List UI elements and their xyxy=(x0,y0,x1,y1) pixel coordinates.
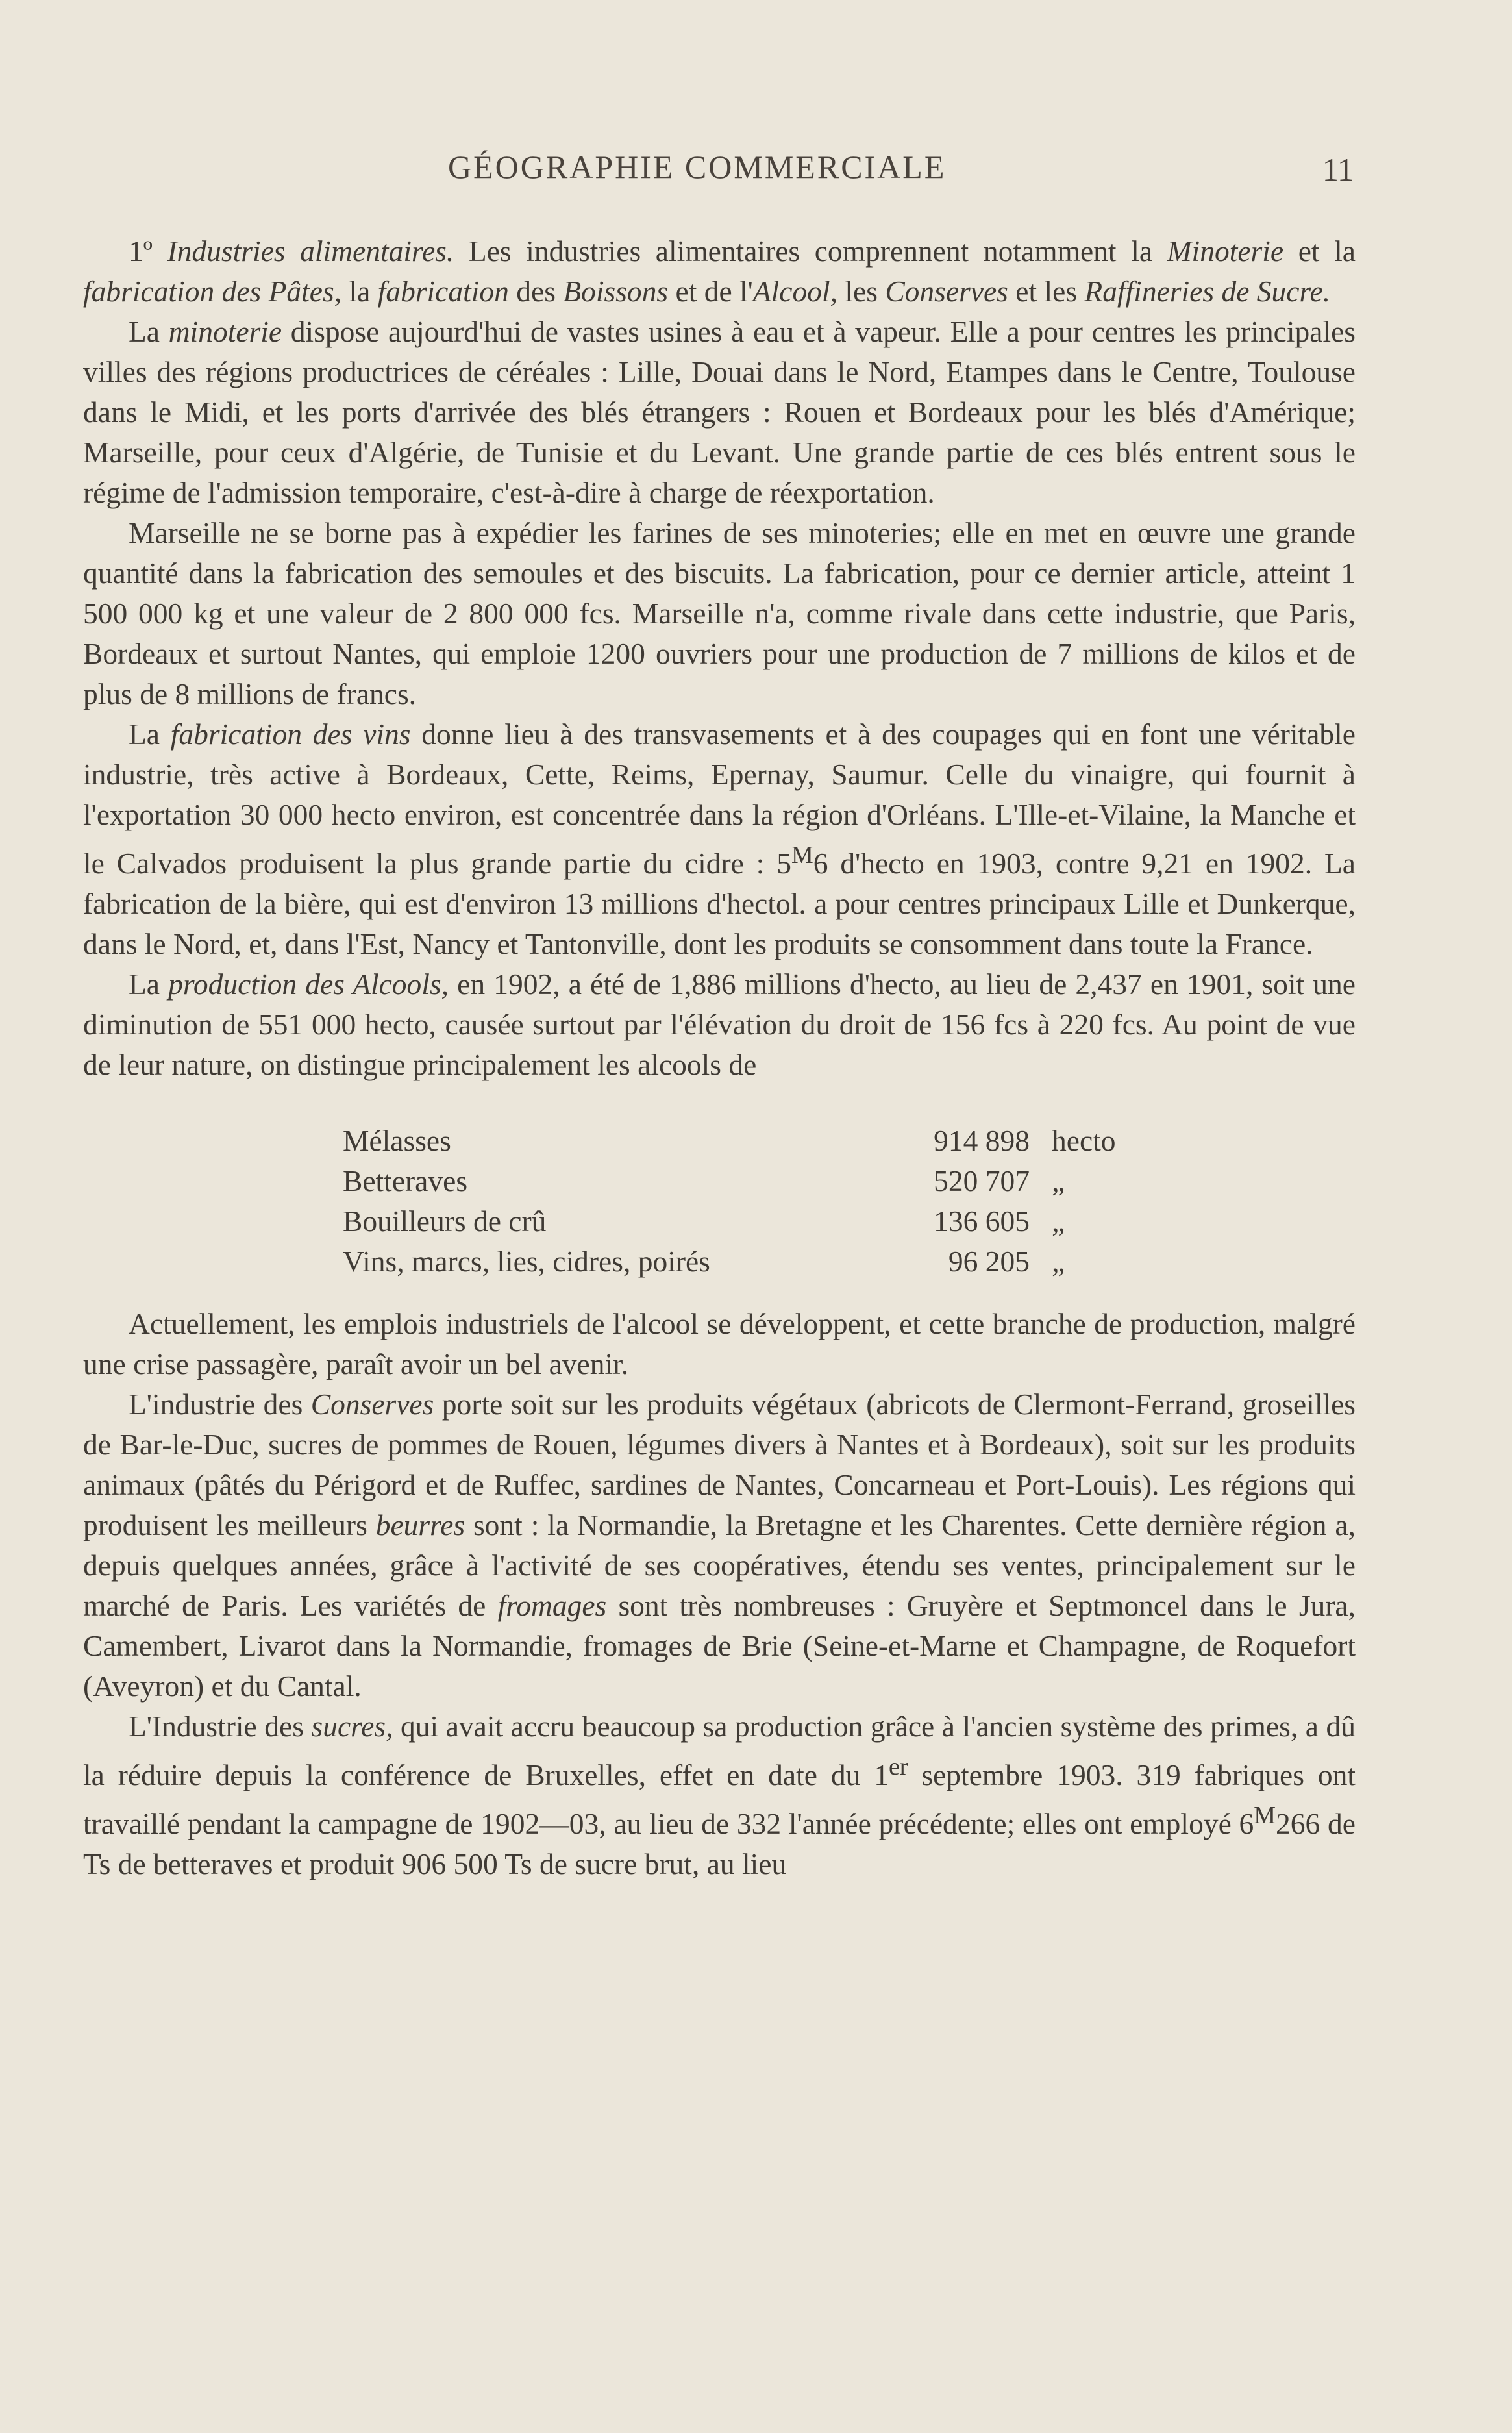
alcohol-table xyxy=(343,1121,1167,1282)
paragraph-marseille: Marseille ne se borne pas à expédier les farines de ses minoteries; elle en met en œuvre une grande quantité dans la fabrication des semoules et des biscuits. La fabrication, pour ce dernier article, atteint 1 500 000 kg et une valeur de 2 800 000 fcs. Marseille n'a, comme rivale dans cette industrie, que Paris, Bordeaux et surtout Nantes, qui emploie 1200 ouvriers pour une production de 7 millions de kilos et de plus de 8 millions de francs. xyxy=(83,516,1356,710)
paragraph-sucres: L'Industrie des sucres, qui avait accru beaucoup sa production grâce à l'ancien système des primes, a dû la réduire depuis la conférence de Bruxelles, effet en date du 1er septembre 1903. 319 fabriques ont travaillé pendant la campagne de 1902—03, au lieu de 332 l'année précédente; elles ont employé $6^M266$ de Ts de betteraves et produit 906 500 Ts de sucre brut, au lieu xyxy=(83,1710,1356,1881)
row-value: 914 898 xyxy=(934,1124,1030,1158)
row-unit: „ xyxy=(1052,1204,1065,1238)
table-row xyxy=(343,1161,1167,1201)
paragraph-alcools: La production des Alcools, en 1902, a été de 1,886 millions d'hecto, au lieu de 2,437 en 1901, soit une diminution de 551 000 hecto, causée surtout par l'élévation du droit de 156 fcs à 220 fcs. Au point de vue de leur nature, on distingue principalement les alcools de xyxy=(83,967,1356,1082)
table-row xyxy=(343,1121,1167,1161)
row-unit: „ xyxy=(1052,1245,1065,1279)
table-row xyxy=(343,1201,1167,1241)
row-value: 520 707 xyxy=(934,1164,1030,1198)
body-text xyxy=(83,231,1356,1884)
row-label: Vins, marcs, lies, cidres, poirés xyxy=(343,1245,710,1279)
paragraph-emplois: Actuellement, les emplois industriels de l'alcool se développent, et cette branche de production, malgré une crise passagère, paraît avoir un bel avenir. xyxy=(83,1307,1356,1381)
paragraph-minoterie: La minoterie dispose aujourd'hui de vastes usines à eau et à vapeur. Elle a pour centres les principales villes des régions productrices de céréales : Lille, Douai dans le Nord, Etampes dans le Centre, Toulouse dans le Midi, et les ports d'arrivée des blés étrangers : Rouen et Bordeaux pour les blés d'Amérique; Marseille, pour ceux d'Algérie, de Tunisie et du Levant. Une grande partie de ces blés entrent sous le régime de l'admission temporaire, c'est-à-dire à charge de réexportation. xyxy=(83,315,1356,509)
row-unit: „ xyxy=(1052,1164,1065,1198)
row-unit: hecto xyxy=(1052,1124,1116,1158)
row-label: Mélasses xyxy=(343,1124,451,1158)
paragraph-vins: La fabrication des vins donne lieu à des transvasements et à des coupages qui en font une véritable industrie, très active à Bordeaux, Cette, Reims, Epernay, Saumur. Celle du vinaigre, qui fournit à l'exportation 30 000 hecto environ, est concentrée dans la région d'Orléans. L'Ille-et-Vilaine, la Manche et le Calvados produisent la plus grande partie du cidre : $5^M6$ d'hecto en 1903, contre 9,21 en 1902. La fabrication de la bière, qui est d'environ 13 millions d'hectol. a pour centres principaux Lille et Dunkerque, dans le Nord, et, dans l'Est, Nancy et Tantonville, dont les produits se consomment dans toute la France. xyxy=(83,717,1356,961)
page-header xyxy=(448,148,1354,193)
table-row xyxy=(343,1241,1167,1282)
row-label: Betteraves xyxy=(343,1164,468,1198)
paragraph-conserves: L'industrie des Conserves porte soit sur les produits végétaux (abricots de Clermont-Ferrand, groseilles de Bar-le-Duc, sucres de pommes de Rouen, légumes divers à Nantes et à Bordeaux), soit sur les produits animaux (pâtés du Périgord et de Ruffec, sardines de Nantes, Concarneau et Port-Louis). Les régions qui produisent les meilleurs beurres sont : la Normandie, la Bretagne et les Charentes. Cette dernière région a, depuis quelques années, grâce à l'activité de ses coopératives, étendu ses ventes, principalement sur le marché de Paris. Les variétés de fromages sont très nombreuses : Gruyère et Septmoncel dans le Jura, Camembert, Livarot dans la Normandie, fromages de Brie (Seine-et-Marne et Champagne, de Roquefort (Aveyron) et du Cantal. xyxy=(83,1388,1356,1703)
paragraph-industries: 1º Industries alimentaires. Les industries alimentaires comprennent notamment la Minoterie et la fabrication des Pâtes, la fabrication des Boissons et de l'Alcool, les Conserves et les Raffineries de Sucre. xyxy=(83,234,1356,308)
row-value: 96 205 xyxy=(948,1245,1030,1279)
page-number: 11 xyxy=(1322,151,1354,188)
row-label: Bouilleurs de crû xyxy=(343,1204,547,1238)
row-value: 136 605 xyxy=(934,1204,1030,1238)
running-head: GÉOGRAPHIE COMMERCIALE xyxy=(448,149,947,185)
